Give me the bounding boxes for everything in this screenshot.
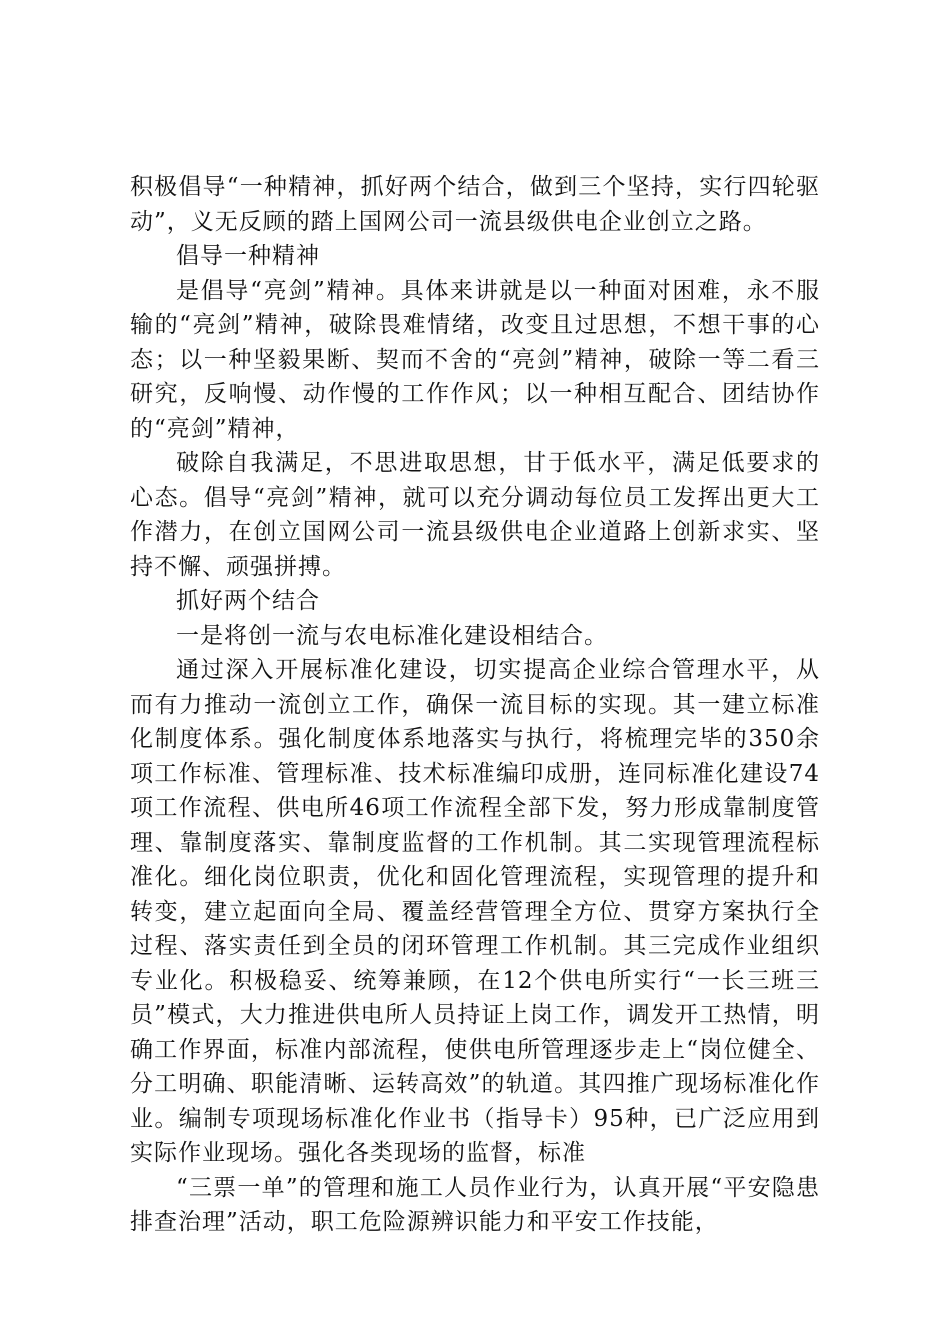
document-body: [130, 170, 820, 1240]
paragraph-standardization-combination: 一是将创一流与农电标准化建设相结合。: [176, 622, 608, 649]
paragraph-liangjian-spirit: 是倡导“亮剑”精神。具体来讲就是以一种面对困难，永不服输的“亮剑”精神，破除畏难情绪，改变且过思想，不想干事的心态；以一种坚毅果断、契而不舍的“亮剑”精神，破除一等二看三研究，反响慢、动作慢的工作作风；以一种相互配合、团结协作的“亮剑”精神，: [130, 277, 820, 442]
paragraph-three-tickets: “三票一单”的管理和施工人员作业行为，认真开展“平安隐患排查治理”活动，职工危险源辨识能力和平安工作技能，: [130, 1174, 820, 1235]
paragraph-break-complacency: 破除自我满足，不思进取思想，甘于低水平，满足低要求的心态。倡导“亮剑”精神，就可以充分调动每位员工发挥出更大工作潜力，在创立国网公司一流县级供电企业道路上创新求实、坚持不懈、顽强拼搏。: [130, 450, 820, 580]
paragraph-intro: 积极倡导“一种精神，抓好两个结合，做到三个坚持，实行四轮驱动”，义无反顾的踏上国网公司一流县级供电企业创立之路。: [130, 174, 820, 235]
paragraph-standardization-details: 通过深入开展标准化建设，切实提高企业综合管理水平，从而有力推动一流创立工作，确保一流目标的实现。其一建立标准化制度体系。强化制度体系地落实与执行，将梳理完毕的350余项工作标准、管理标准、技术标准编印成册，连同标准化建设74项工作流程、供电所46项工作流程全部下发，努力形成靠制度管理、靠制度落实、靠制度监督的工作机制。其二实现管理流程标准化。细化岗位职责，优化和固化管理流程，实现管理的提升和转变，建立起面向全局、覆盖经营管理全方位、贯穿方案执行全过程、落实责任到全员的闭环管理工作机制。其三完成作业组织专业化。积极稳妥、统筹兼顾，在12个供电所实行“一长三班三员”模式，大力推进供电所人员持证上岗工作，调发开工热情，明确工作界面，标准内部流程，使供电所管理逐步走上“岗位健全、分工明确、职能清晰、运转高效”的轨道。其四推广现场标准化作业。编制专项现场标准化作业书（指导卡）95种，已广泛应用到实际作业现场。强化各类现场的监督，标准: [130, 657, 820, 1166]
section-heading-one-spirit: 倡导一种精神: [176, 243, 320, 269]
section-heading-two-combinations: 抓好两个结合: [176, 588, 320, 614]
